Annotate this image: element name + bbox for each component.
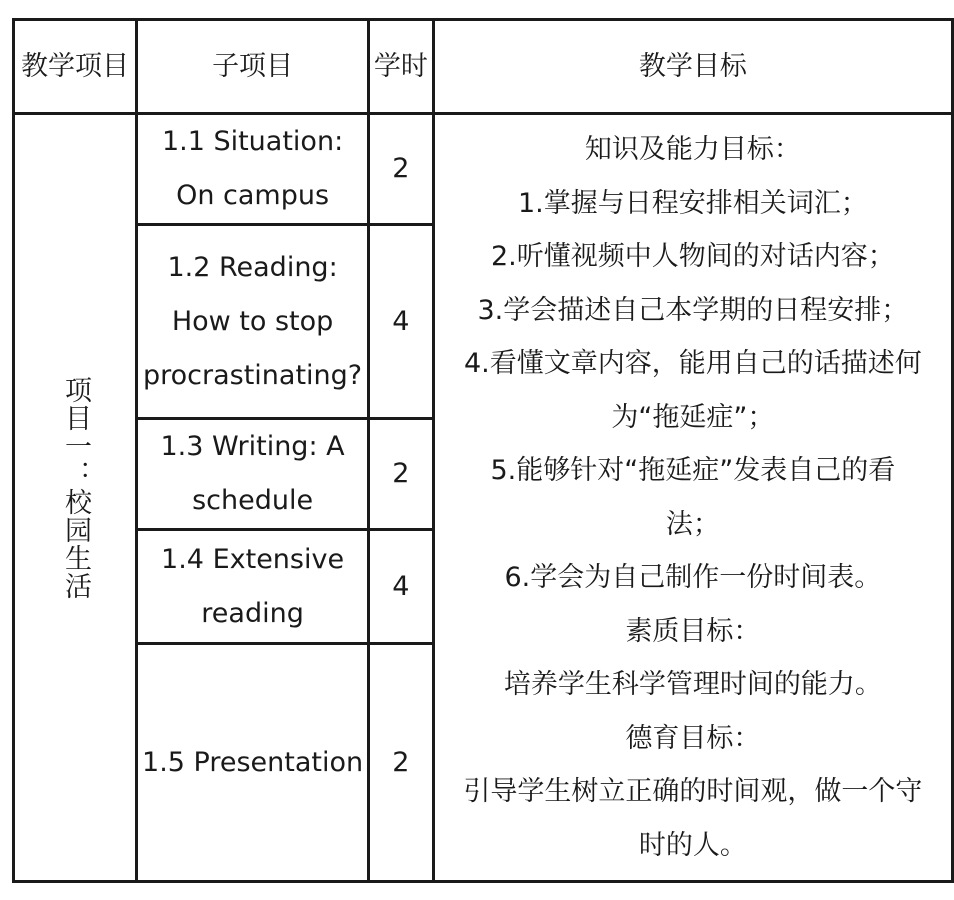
goal-line: 4.看懂文章内容，能用自己的话描述何 bbox=[463, 348, 922, 379]
goal-line: 6.学会为自己制作一份时间表。 bbox=[504, 562, 882, 593]
goal-line: 1.掌握与日程安排相关词汇； bbox=[517, 187, 868, 219]
sub-item-line: 1.2 Reading: bbox=[167, 251, 338, 283]
goal-line: 法； bbox=[665, 508, 720, 540]
sub-item-line: On campus bbox=[176, 180, 330, 211]
hours-cell: 4 bbox=[369, 530, 434, 644]
hours-cell: 2 bbox=[369, 419, 434, 530]
sub-item-line: procrastinating? bbox=[142, 359, 363, 391]
goal-line: 知识及能力目标： bbox=[584, 134, 801, 165]
goal-line: 引导学生树立正确的时间观，做一个守 bbox=[463, 776, 923, 807]
hours-cell: 4 bbox=[369, 225, 434, 419]
goal-line: 培养学生科学管理时间的能力。 bbox=[503, 669, 882, 700]
sub-item-line: How to stop bbox=[171, 305, 334, 337]
table-header-row bbox=[14, 20, 953, 114]
header-goals: 教学目标 bbox=[433, 20, 952, 114]
syllabus-table bbox=[12, 18, 954, 883]
sub-item-line: 1.4 Extensive bbox=[161, 543, 345, 575]
project-name: 项目一：校园生活 bbox=[60, 376, 91, 600]
goal-line: 时的人。 bbox=[638, 829, 747, 861]
sub-item-cell bbox=[137, 225, 369, 419]
sub-item-cell bbox=[137, 530, 369, 644]
hours-cell: 2 bbox=[369, 644, 434, 882]
sub-item-cell bbox=[137, 644, 369, 882]
sub-item-cell bbox=[137, 419, 369, 530]
sub-item-line: 1.1 Situation: bbox=[161, 126, 344, 157]
goal-line: 素质目标： bbox=[625, 615, 761, 647]
sub-item-line: reading bbox=[201, 597, 304, 629]
header-project: 教学项目 bbox=[14, 20, 137, 114]
goal-line: 德育目标： bbox=[625, 722, 761, 754]
sub-item-line: 1.5 Presentation bbox=[142, 746, 364, 778]
header-hours: 学时 bbox=[369, 20, 434, 114]
goal-line: 为“拖延症”； bbox=[611, 401, 775, 433]
goal-line: 5.能够针对“拖延症”发表自己的看 bbox=[490, 455, 896, 486]
table-row bbox=[14, 114, 953, 225]
sub-item-line: schedule bbox=[192, 485, 314, 516]
sub-item-cell bbox=[137, 114, 369, 225]
goals-cell bbox=[433, 114, 952, 882]
goal-line: 2.听懂视频中人物间的对话内容； bbox=[490, 241, 895, 272]
header-sub-item: 子项目 bbox=[137, 20, 369, 114]
sub-item-line: 1.3 Writing: A bbox=[160, 431, 345, 462]
hours-cell: 2 bbox=[369, 114, 434, 225]
goal-line: 3.学会描述自己本学期的日程安排； bbox=[477, 294, 909, 326]
project-name-cell bbox=[14, 114, 137, 882]
